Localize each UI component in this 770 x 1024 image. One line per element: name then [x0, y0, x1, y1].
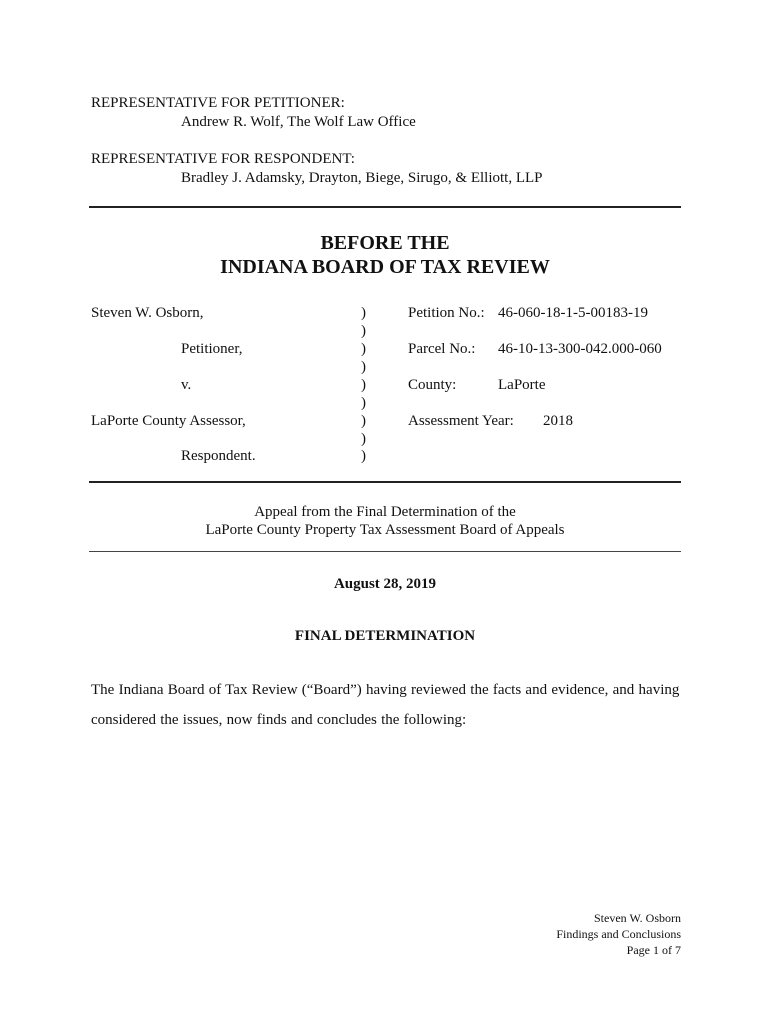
divider-top [89, 206, 681, 208]
title-line2: INDIANA BOARD OF TAX REVIEW [220, 256, 550, 278]
county-label: County: [408, 377, 457, 393]
respondent-role: Respondent. [181, 448, 256, 464]
assessment-year-label: Assessment Year: [408, 413, 514, 429]
footer-name: Steven W. Osborn [594, 911, 681, 925]
caption-paren: ) [361, 448, 366, 464]
petitioner-role: Petitioner, [181, 341, 243, 357]
caption-paren: ) [361, 395, 366, 411]
petitioner-rep-name: Andrew R. Wolf, The Wolf Law Office [181, 114, 416, 130]
respondent-name: LaPorte County Assessor, [91, 413, 246, 429]
caption-paren: ) [361, 377, 366, 393]
title-line1: BEFORE THE [320, 232, 450, 254]
parcel-no-label: Parcel No.: [408, 341, 476, 357]
county-value: LaPorte [498, 377, 546, 393]
caption-paren: ) [361, 341, 366, 357]
respondent-rep-label: REPRESENTATIVE FOR RESPONDENT: [91, 151, 355, 167]
footer-subtitle: Findings and Conclusions [556, 927, 681, 941]
caption-paren: ) [361, 431, 366, 447]
appeal-line2: LaPorte County Property Tax Assessment Board of Appeals [205, 522, 565, 538]
divider-thin [89, 551, 681, 552]
caption-paren: ) [361, 305, 366, 321]
caption-paren: ) [361, 323, 366, 339]
caption-paren: ) [361, 413, 366, 429]
petition-no-label: Petition No.: [408, 305, 485, 321]
body-line2: considered the issues, now finds and concludes the following: [91, 712, 467, 728]
assessment-year-value: 2018 [543, 413, 573, 429]
petitioner-rep-label: REPRESENTATIVE FOR PETITIONER: [91, 95, 345, 111]
respondent-rep-name: Bradley J. Adamsky, Drayton, Biege, Sirugo, & Elliott, LLP [181, 170, 543, 186]
parcel-no-value: 46-10-13-300-042.000-060 [498, 341, 662, 357]
final-determination-heading: FINAL DETERMINATION [294, 628, 476, 644]
petition-no-value: 46-060-18-1-5-00183-19 [498, 305, 648, 321]
petitioner-name: Steven W. Osborn, [91, 305, 204, 321]
appeal-line1: Appeal from the Final Determination of the [254, 504, 516, 520]
body-line1: The Indiana Board of Tax Review (“Board”) having reviewed the facts and evidence, and having [91, 682, 680, 698]
divider-middle [89, 481, 681, 483]
determination-date: August 28, 2019 [333, 576, 437, 592]
caption-paren: ) [361, 359, 366, 375]
versus: v. [181, 377, 192, 393]
page-number: Page 1 of 7 [626, 943, 681, 957]
